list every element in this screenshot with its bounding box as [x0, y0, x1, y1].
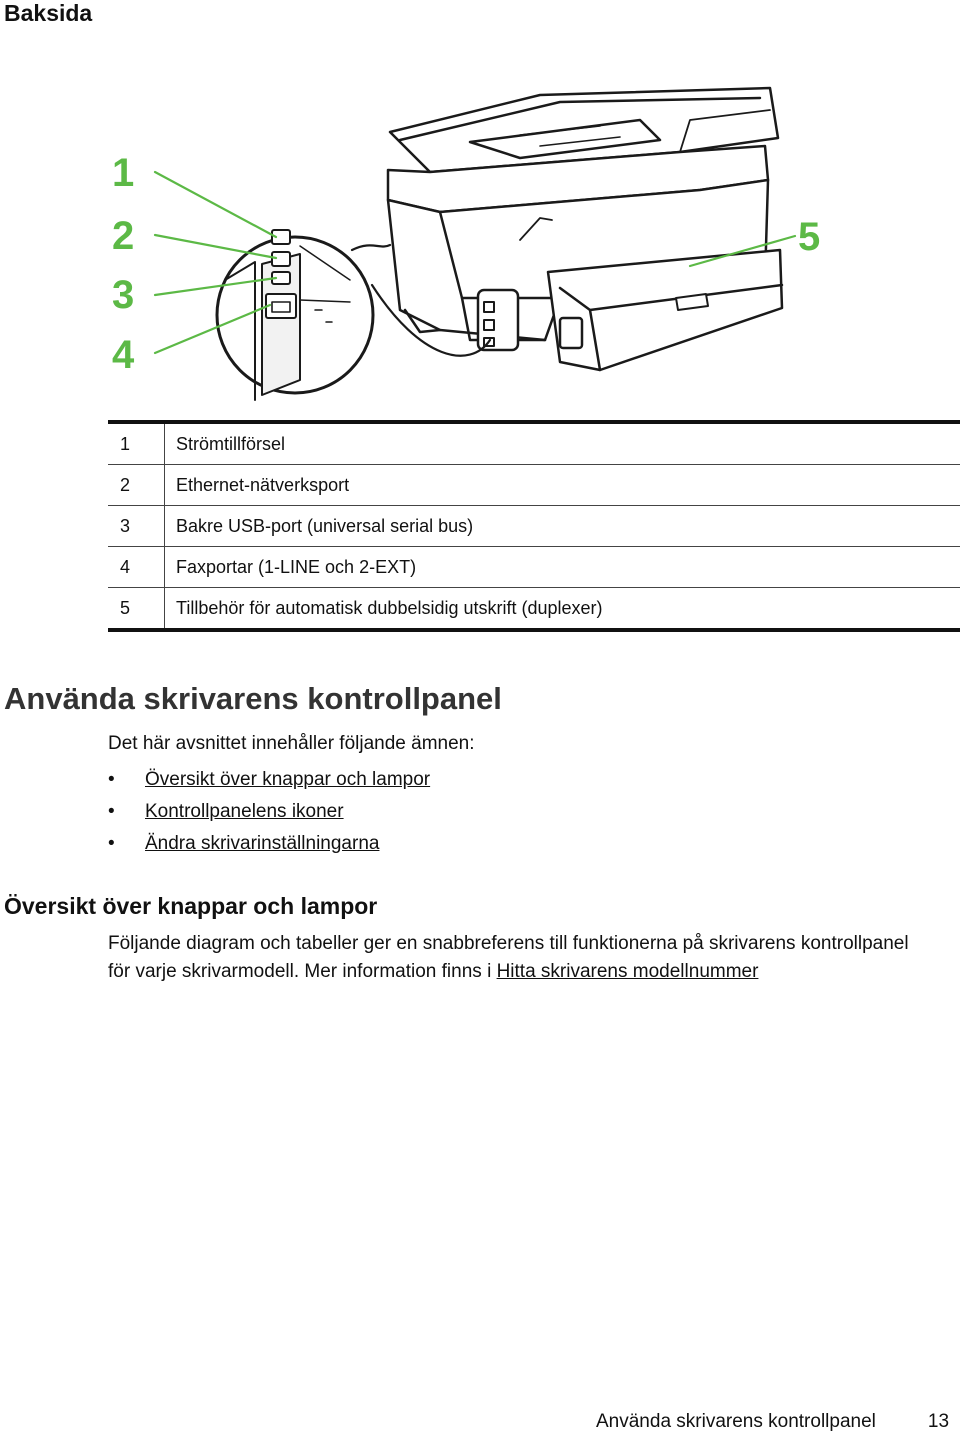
model-number-link[interactable]: Hitta skrivarens modellnummer — [496, 960, 759, 982]
legend-label: Bakre USB-port (universal serial bus) — [165, 506, 960, 547]
overview-text: Följande diagram och tabeller ger en snabbreferens till funktionerna på skrivarens kontrollpanel för varje skrivarmodell. Mer information finns i — [108, 933, 909, 982]
callout-2: 2 — [112, 214, 135, 258]
callout-5: 5 — [798, 215, 821, 259]
list-item — [108, 830, 430, 862]
topic-link-icons[interactable]: Kontrollpanelens ikoner — [145, 801, 344, 822]
section-title: Baksida — [4, 0, 93, 26]
table-row — [108, 465, 960, 506]
callout-3: 3 — [112, 273, 135, 317]
table-row — [108, 422, 960, 465]
overview-paragraph — [108, 930, 928, 985]
table-row — [108, 588, 960, 631]
page-number: 13 — [927, 1411, 950, 1432]
legend-table — [108, 420, 960, 632]
table-row — [108, 506, 960, 547]
table-row — [108, 547, 960, 588]
callout-1: 1 — [112, 151, 135, 195]
legend-number: 3 — [108, 506, 165, 547]
page-footer — [596, 1411, 949, 1433]
legend-number: 1 — [108, 422, 165, 465]
list-item — [108, 766, 430, 798]
callout-4: 4 — [112, 333, 135, 377]
topic-list — [108, 766, 430, 862]
chapter-heading: Använda skrivarens kontrollpanel — [4, 681, 502, 716]
legend-label: Ethernet-nätverksport — [165, 465, 960, 506]
legend-label: Tillbehör för automatisk dubbelsidig utskrift (duplexer) — [165, 588, 960, 631]
topic-link-overview[interactable]: Översikt över knappar och lampor — [145, 769, 431, 790]
legend-label: Strömtillförsel — [176, 433, 286, 454]
footer-chapter: Använda skrivarens kontrollpanel — [596, 1411, 876, 1432]
list-item — [108, 798, 430, 830]
topic-link-settings[interactable]: Ändra skrivarinställningarna — [145, 833, 380, 854]
intro-text: Det här avsnittet innehåller följande ämnen: — [108, 733, 475, 754]
printer-rear-illustration — [0, 40, 960, 420]
legend-number: 4 — [108, 547, 165, 588]
legend-label: Faxportar (1-LINE och 2-EXT) — [165, 547, 960, 588]
legend-number: 2 — [108, 465, 165, 506]
legend-number: 5 — [108, 588, 165, 631]
subsection-heading: Översikt över knappar och lampor — [4, 893, 378, 919]
